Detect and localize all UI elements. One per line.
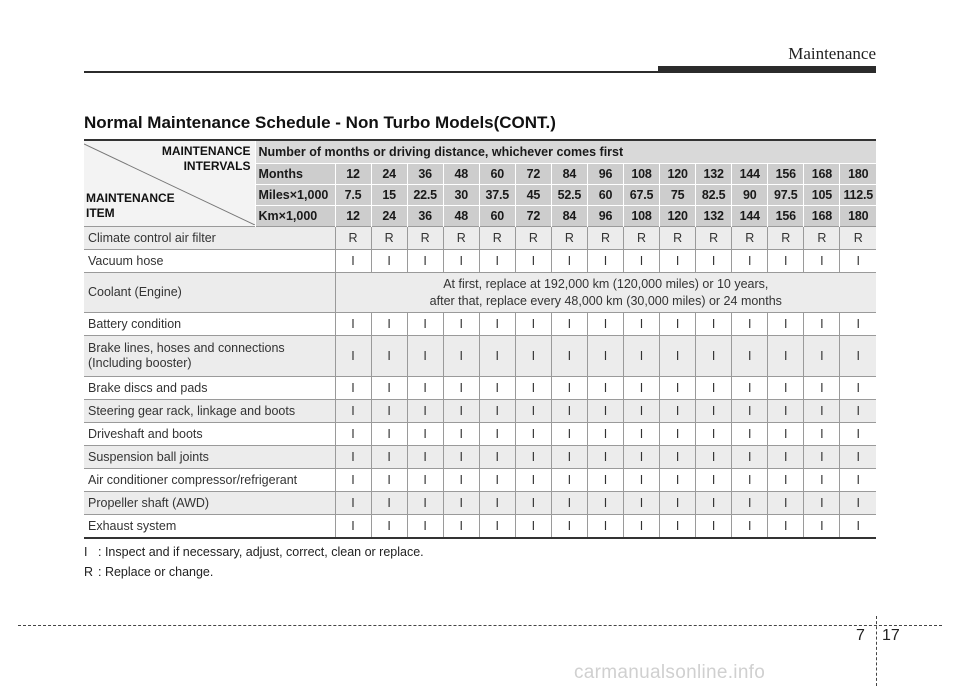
schedule-cell: I	[371, 515, 407, 539]
interval-label-months: Months	[255, 164, 335, 185]
maintenance-item-label: Brake discs and pads	[84, 377, 335, 400]
schedule-cell: I	[624, 469, 660, 492]
header-rule-thick	[658, 66, 876, 73]
section-title: Maintenance	[788, 44, 876, 63]
schedule-cell: I	[840, 400, 876, 423]
schedule-cell: I	[587, 423, 623, 446]
schedule-cell: I	[768, 313, 804, 336]
schedule-cell: I	[551, 377, 587, 400]
schedule-cell: I	[804, 336, 840, 377]
schedule-cell: R	[335, 227, 371, 250]
schedule-cell: I	[479, 377, 515, 400]
schedule-cell: R	[587, 227, 623, 250]
schedule-cell: R	[696, 227, 732, 250]
schedule-cell: I	[515, 515, 551, 539]
schedule-cell: I	[660, 400, 696, 423]
table-row	[84, 400, 876, 423]
schedule-cell: I	[515, 336, 551, 377]
schedule-cell: I	[407, 250, 443, 273]
interval-caption: Number of months or driving distance, whichever comes first	[255, 140, 876, 164]
schedule-cell: I	[587, 515, 623, 539]
schedule-cell: I	[732, 469, 768, 492]
maintenance-item-label: Air conditioner compressor/refrigerant	[84, 469, 335, 492]
schedule-cell: I	[551, 336, 587, 377]
schedule-cell: I	[660, 423, 696, 446]
schedule-cell: I	[804, 446, 840, 469]
schedule-cell: I	[732, 515, 768, 539]
schedule-cell: I	[732, 423, 768, 446]
interval-value-km: 180	[840, 206, 876, 227]
schedule-cell: I	[443, 515, 479, 539]
schedule-cell: I	[624, 377, 660, 400]
schedule-cell: I	[840, 446, 876, 469]
table-row	[84, 492, 876, 515]
table-row	[84, 515, 876, 539]
interval-value-miles: 112.5	[840, 185, 876, 206]
schedule-cell: I	[335, 377, 371, 400]
corner-item-label: MAINTENANCE ITEM	[86, 191, 175, 220]
schedule-cell: I	[371, 446, 407, 469]
schedule-cell: I	[443, 469, 479, 492]
interval-value-km: 72	[515, 206, 551, 227]
schedule-cell: I	[335, 469, 371, 492]
schedule-cell: I	[335, 515, 371, 539]
schedule-cell: I	[732, 446, 768, 469]
schedule-cell: I	[624, 446, 660, 469]
interval-value-miles: 90	[732, 185, 768, 206]
schedule-cell: I	[768, 250, 804, 273]
schedule-cell: I	[371, 469, 407, 492]
schedule-cell: R	[515, 227, 551, 250]
schedule-cell: I	[371, 250, 407, 273]
schedule-cell: I	[768, 400, 804, 423]
schedule-cell: I	[371, 336, 407, 377]
schedule-cell: I	[660, 492, 696, 515]
schedule-cell: I	[443, 250, 479, 273]
maintenance-item-label: Steering gear rack, linkage and boots	[84, 400, 335, 423]
schedule-cell: I	[479, 250, 515, 273]
schedule-cell: I	[407, 492, 443, 515]
schedule-cell: I	[443, 377, 479, 400]
schedule-cell: R	[840, 227, 876, 250]
schedule-cell: I	[624, 492, 660, 515]
table-row	[84, 227, 876, 250]
schedule-cell: I	[371, 423, 407, 446]
table-row	[84, 313, 876, 336]
schedule-cell: I	[479, 492, 515, 515]
interval-value-km: 132	[696, 206, 732, 227]
maintenance-schedule-table	[84, 139, 876, 539]
schedule-cell: R	[624, 227, 660, 250]
interval-value-miles: 22.5	[407, 185, 443, 206]
maintenance-item-label: Battery condition	[84, 313, 335, 336]
schedule-cell: I	[335, 400, 371, 423]
table-row	[84, 336, 876, 377]
schedule-cell: I	[660, 377, 696, 400]
chapter-number: 7	[856, 627, 865, 644]
interval-value-miles: 82.5	[696, 185, 732, 206]
schedule-cell: I	[732, 377, 768, 400]
schedule-cell: I	[407, 446, 443, 469]
interval-value-miles: 75	[660, 185, 696, 206]
schedule-cell: I	[587, 336, 623, 377]
coolant-note: At first, replace at 192,000 km (120,000 miles) or 10 years, after that, replace every 48,000 km (30,000 miles) or 24 months	[335, 273, 876, 313]
schedule-cell: I	[804, 469, 840, 492]
interval-value-km: 156	[768, 206, 804, 227]
schedule-cell: I	[335, 250, 371, 273]
interval-value-miles: 97.5	[768, 185, 804, 206]
schedule-cell: I	[551, 400, 587, 423]
footer-dashed-rule	[18, 625, 942, 626]
schedule-cell: I	[768, 377, 804, 400]
schedule-cell: I	[551, 446, 587, 469]
schedule-cell: I	[804, 492, 840, 515]
schedule-cell: I	[624, 250, 660, 273]
schedule-cell: I	[479, 469, 515, 492]
interval-value-km: 24	[371, 206, 407, 227]
schedule-cell: I	[804, 313, 840, 336]
schedule-cell: I	[660, 446, 696, 469]
interval-value-km: 36	[407, 206, 443, 227]
schedule-cell: I	[407, 423, 443, 446]
schedule-cell: I	[443, 400, 479, 423]
schedule-cell: I	[335, 313, 371, 336]
maintenance-item-label: Exhaust system	[84, 515, 335, 539]
schedule-cell: I	[407, 377, 443, 400]
schedule-cell: R	[443, 227, 479, 250]
schedule-cell: I	[479, 400, 515, 423]
interval-value-km: 168	[804, 206, 840, 227]
schedule-cell: I	[660, 469, 696, 492]
interval-value-months: 36	[407, 164, 443, 185]
interval-value-months: 48	[443, 164, 479, 185]
schedule-cell: I	[479, 515, 515, 539]
interval-value-km: 84	[551, 206, 587, 227]
schedule-cell: I	[732, 250, 768, 273]
schedule-cell: R	[407, 227, 443, 250]
table-row	[84, 446, 876, 469]
schedule-cell: I	[587, 250, 623, 273]
interval-value-miles: 105	[804, 185, 840, 206]
schedule-cell: I	[660, 336, 696, 377]
interval-value-km: 60	[479, 206, 515, 227]
schedule-cell: I	[515, 313, 551, 336]
schedule-cell: I	[407, 400, 443, 423]
interval-value-km: 144	[732, 206, 768, 227]
schedule-cell: I	[696, 250, 732, 273]
schedule-cell: I	[515, 446, 551, 469]
legend-symbol-r: R	[84, 565, 94, 579]
schedule-cell: I	[443, 336, 479, 377]
schedule-cell: I	[768, 469, 804, 492]
schedule-cell: I	[768, 423, 804, 446]
schedule-cell: I	[804, 423, 840, 446]
interval-value-months: 12	[335, 164, 371, 185]
schedule-cell: I	[587, 446, 623, 469]
schedule-cell: I	[407, 469, 443, 492]
schedule-cell: I	[443, 423, 479, 446]
schedule-cell: R	[371, 227, 407, 250]
maintenance-item-label: Brake lines, hoses and connections (Including booster)	[84, 336, 335, 377]
interval-value-miles: 60	[587, 185, 623, 206]
schedule-cell: I	[587, 400, 623, 423]
legend-inspect	[84, 545, 424, 559]
schedule-cell: I	[335, 336, 371, 377]
interval-value-months: 84	[551, 164, 587, 185]
interval-value-months: 24	[371, 164, 407, 185]
page-number: 17	[882, 627, 900, 644]
interval-value-months: 144	[732, 164, 768, 185]
schedule-cell: I	[479, 423, 515, 446]
table-row	[84, 423, 876, 446]
schedule-cell: I	[804, 400, 840, 423]
table-row	[84, 469, 876, 492]
schedule-cell: I	[551, 423, 587, 446]
schedule-cell: I	[515, 377, 551, 400]
schedule-cell: I	[660, 515, 696, 539]
schedule-cell: I	[732, 492, 768, 515]
schedule-cell: I	[840, 377, 876, 400]
maintenance-item-label: Suspension ball joints	[84, 446, 335, 469]
schedule-cell: R	[732, 227, 768, 250]
table-corner-header	[84, 140, 255, 227]
schedule-cell: I	[696, 515, 732, 539]
schedule-cell: R	[768, 227, 804, 250]
interval-value-miles: 52.5	[551, 185, 587, 206]
schedule-cell: I	[696, 446, 732, 469]
schedule-cell: I	[804, 250, 840, 273]
schedule-cell: I	[515, 492, 551, 515]
interval-value-months: 132	[696, 164, 732, 185]
schedule-cell: I	[551, 469, 587, 492]
interval-value-miles: 45	[515, 185, 551, 206]
legend-replace	[84, 565, 213, 579]
legend-text-i: : Inspect and if necessary, adjust, correct, clean or replace.	[98, 545, 424, 559]
schedule-cell: I	[587, 469, 623, 492]
interval-value-miles: 67.5	[624, 185, 660, 206]
maintenance-item-label: Propeller shaft (AWD)	[84, 492, 335, 515]
schedule-cell: I	[732, 400, 768, 423]
schedule-cell: R	[804, 227, 840, 250]
interval-label-miles: Miles×1,000	[255, 185, 335, 206]
interval-value-months: 120	[660, 164, 696, 185]
interval-value-km: 12	[335, 206, 371, 227]
schedule-cell: I	[371, 492, 407, 515]
schedule-cell: I	[804, 515, 840, 539]
schedule-cell: I	[840, 423, 876, 446]
schedule-cell: I	[768, 515, 804, 539]
legend-symbol-i: I	[84, 545, 88, 559]
schedule-cell: I	[624, 313, 660, 336]
interval-value-months: 180	[840, 164, 876, 185]
schedule-cell: I	[768, 336, 804, 377]
schedule-cell: I	[551, 313, 587, 336]
interval-value-miles: 7.5	[335, 185, 371, 206]
schedule-cell: I	[696, 423, 732, 446]
schedule-cell: I	[407, 336, 443, 377]
schedule-cell: I	[371, 313, 407, 336]
schedule-cell: I	[335, 446, 371, 469]
schedule-cell: I	[443, 313, 479, 336]
interval-value-months: 156	[768, 164, 804, 185]
interval-value-months: 72	[515, 164, 551, 185]
schedule-cell: I	[443, 446, 479, 469]
schedule-cell: I	[587, 313, 623, 336]
schedule-cell: I	[732, 336, 768, 377]
schedule-cell: I	[551, 515, 587, 539]
schedule-cell: I	[515, 423, 551, 446]
table-row	[84, 250, 876, 273]
schedule-cell: I	[624, 336, 660, 377]
interval-value-months: 60	[479, 164, 515, 185]
legend-text-r: : Replace or change.	[98, 565, 214, 579]
schedule-cell: I	[443, 492, 479, 515]
schedule-cell: R	[479, 227, 515, 250]
footer-dashed-divider	[876, 616, 877, 686]
interval-value-miles: 37.5	[479, 185, 515, 206]
table-row	[84, 273, 876, 313]
schedule-cell: I	[696, 492, 732, 515]
schedule-cell: I	[407, 313, 443, 336]
schedule-cell: I	[479, 446, 515, 469]
corner-intervals-label: MAINTENANCE INTERVALS	[161, 144, 251, 173]
interval-value-km: 48	[443, 206, 479, 227]
schedule-cell: I	[732, 313, 768, 336]
schedule-cell: I	[551, 492, 587, 515]
maintenance-item-label: Driveshaft and boots	[84, 423, 335, 446]
schedule-cell: I	[624, 400, 660, 423]
watermark-text: carmanualsonline.info	[574, 662, 766, 683]
schedule-cell: I	[551, 250, 587, 273]
interval-value-months: 108	[624, 164, 660, 185]
schedule-cell: I	[624, 423, 660, 446]
schedule-cell: I	[587, 377, 623, 400]
interval-value-km: 96	[587, 206, 623, 227]
schedule-cell: I	[479, 336, 515, 377]
schedule-cell: I	[660, 250, 696, 273]
interval-label-km: Km×1,000	[255, 206, 335, 227]
schedule-cell: I	[696, 313, 732, 336]
page-title: Normal Maintenance Schedule - Non Turbo Models(CONT.)	[84, 113, 556, 132]
schedule-cell: R	[660, 227, 696, 250]
schedule-cell: I	[335, 423, 371, 446]
schedule-cell: I	[768, 492, 804, 515]
schedule-cell: I	[407, 515, 443, 539]
interval-value-miles: 15	[371, 185, 407, 206]
schedule-cell: I	[696, 469, 732, 492]
interval-value-km: 108	[624, 206, 660, 227]
schedule-cell: I	[371, 400, 407, 423]
interval-value-months: 168	[804, 164, 840, 185]
maintenance-item-label: Coolant (Engine)	[84, 273, 335, 313]
schedule-cell: I	[840, 492, 876, 515]
schedule-cell: I	[696, 400, 732, 423]
schedule-cell: I	[840, 313, 876, 336]
interval-value-months: 96	[587, 164, 623, 185]
schedule-cell: I	[587, 492, 623, 515]
schedule-cell: I	[515, 469, 551, 492]
schedule-cell: I	[804, 377, 840, 400]
schedule-cell: I	[371, 377, 407, 400]
interval-value-miles: 30	[443, 185, 479, 206]
schedule-cell: I	[624, 515, 660, 539]
schedule-cell: R	[551, 227, 587, 250]
schedule-cell: I	[840, 250, 876, 273]
schedule-cell: I	[479, 313, 515, 336]
table-row	[84, 377, 876, 400]
schedule-cell: I	[840, 336, 876, 377]
interval-value-km: 120	[660, 206, 696, 227]
schedule-cell: I	[768, 446, 804, 469]
schedule-cell: I	[840, 469, 876, 492]
schedule-cell: I	[840, 515, 876, 539]
schedule-cell: I	[660, 313, 696, 336]
header-rule-thin	[84, 71, 658, 73]
schedule-cell: I	[515, 250, 551, 273]
schedule-cell: I	[515, 400, 551, 423]
schedule-cell: I	[696, 336, 732, 377]
maintenance-item-label: Climate control air filter	[84, 227, 335, 250]
schedule-cell: I	[335, 492, 371, 515]
schedule-cell: I	[696, 377, 732, 400]
maintenance-item-label: Vacuum hose	[84, 250, 335, 273]
